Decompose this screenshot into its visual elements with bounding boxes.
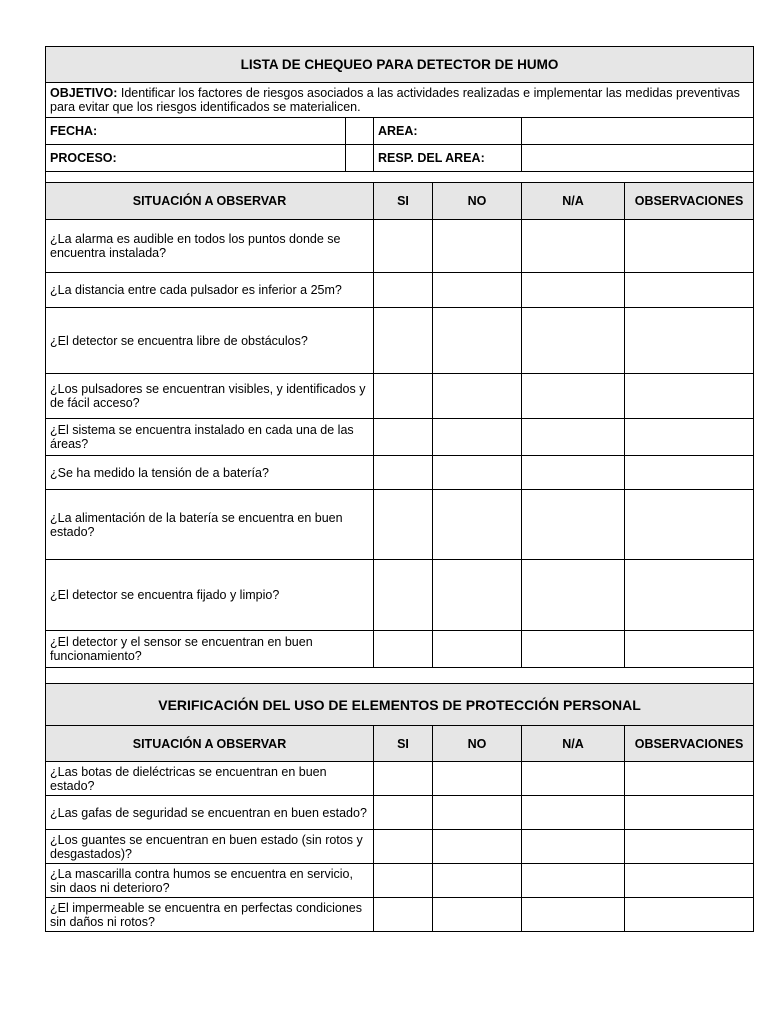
col-no: NO (433, 183, 522, 220)
document-title: LISTA DE CHEQUEO PARA DETECTOR DE HUMO (46, 47, 754, 83)
area-label: AREA: (374, 118, 522, 145)
situation-text: ¿La mascarilla contra humos se encuentra en servicio, sin daos ni deterioro? (46, 864, 374, 898)
na-cell[interactable] (522, 631, 625, 668)
table-row (46, 560, 754, 631)
area-value[interactable] (522, 118, 754, 145)
observaciones-cell[interactable] (625, 898, 754, 932)
situation-text: ¿La alimentación de la batería se encuentra en buen estado? (46, 490, 374, 560)
fecha-value[interactable] (346, 118, 374, 145)
checklist-table (45, 46, 754, 932)
no-cell[interactable] (433, 560, 522, 631)
table-row (46, 220, 754, 273)
si-cell[interactable] (374, 456, 433, 490)
si-cell[interactable] (374, 631, 433, 668)
situation-text: ¿Se ha medido la tensión de a batería? (46, 456, 374, 490)
na-cell[interactable] (522, 898, 625, 932)
proceso-value[interactable] (346, 145, 374, 172)
objective-text (46, 83, 754, 118)
observaciones-cell[interactable] (625, 456, 754, 490)
no-cell[interactable] (433, 898, 522, 932)
na-cell[interactable] (522, 864, 625, 898)
observaciones-cell[interactable] (625, 762, 754, 796)
col-na: N/A (522, 183, 625, 220)
na-cell[interactable] (522, 762, 625, 796)
situation-text: ¿Los pulsadores se encuentran visibles, y identificados y de fácil acceso? (46, 374, 374, 419)
observaciones-cell[interactable] (625, 631, 754, 668)
no-cell[interactable] (433, 796, 522, 830)
col-situacion: SITUACIÓN A OBSERVAR (46, 726, 374, 762)
no-cell[interactable] (433, 273, 522, 308)
situation-text: ¿El detector se encuentra libre de obstáculos? (46, 308, 374, 374)
situation-text: ¿La distancia entre cada pulsador es inferior a 25m? (46, 273, 374, 308)
col-situacion: SITUACIÓN A OBSERVAR (46, 183, 374, 220)
no-cell[interactable] (433, 308, 522, 374)
table-row (46, 864, 754, 898)
observaciones-cell[interactable] (625, 560, 754, 631)
table-row (46, 490, 754, 560)
na-cell[interactable] (522, 490, 625, 560)
table-row (46, 762, 754, 796)
si-cell[interactable] (374, 898, 433, 932)
col-observaciones: OBSERVACIONES (625, 726, 754, 762)
situation-text: ¿Los guantes se encuentran en buen estado (sin rotos y desgastados)? (46, 830, 374, 864)
na-cell[interactable] (522, 456, 625, 490)
no-cell[interactable] (433, 830, 522, 864)
no-cell[interactable] (433, 374, 522, 419)
no-cell[interactable] (433, 762, 522, 796)
situation-text: ¿Las botas de dieléctricas se encuentran en buen estado? (46, 762, 374, 796)
spacer-row (46, 668, 754, 684)
si-cell[interactable] (374, 273, 433, 308)
no-cell[interactable] (433, 419, 522, 456)
na-cell[interactable] (522, 796, 625, 830)
na-cell[interactable] (522, 830, 625, 864)
fecha-label: FECHA: (46, 118, 346, 145)
si-cell[interactable] (374, 560, 433, 631)
no-cell[interactable] (433, 456, 522, 490)
observaciones-cell[interactable] (625, 864, 754, 898)
table-row (46, 898, 754, 932)
situation-text: ¿El detector y el sensor se encuentran en buen funcionamiento? (46, 631, 374, 668)
table-row (46, 419, 754, 456)
si-cell[interactable] (374, 419, 433, 456)
resp-area-label: RESP. DEL AREA: (374, 145, 522, 172)
na-cell[interactable] (522, 273, 625, 308)
observaciones-cell[interactable] (625, 273, 754, 308)
si-cell[interactable] (374, 374, 433, 419)
si-cell[interactable] (374, 220, 433, 273)
si-cell[interactable] (374, 308, 433, 374)
situation-text: ¿El detector se encuentra fijado y limpio? (46, 560, 374, 631)
section2-title: VERIFICACIÓN DEL USO DE ELEMENTOS DE PROTECCIÓN PERSONAL (46, 684, 754, 726)
si-cell[interactable] (374, 490, 433, 560)
resp-area-value[interactable] (522, 145, 754, 172)
na-cell[interactable] (522, 220, 625, 273)
col-no: NO (433, 726, 522, 762)
table-row (46, 308, 754, 374)
col-na: N/A (522, 726, 625, 762)
na-cell[interactable] (522, 419, 625, 456)
no-cell[interactable] (433, 631, 522, 668)
col-observaciones: OBSERVACIONES (625, 183, 754, 220)
si-cell[interactable] (374, 864, 433, 898)
observaciones-cell[interactable] (625, 308, 754, 374)
table-row (46, 830, 754, 864)
observaciones-cell[interactable] (625, 830, 754, 864)
situation-text: ¿El impermeable se encuentra en perfectas condiciones sin daños ni rotos? (46, 898, 374, 932)
observaciones-cell[interactable] (625, 220, 754, 273)
table-row (46, 273, 754, 308)
objective-label: OBJETIVO: (50, 86, 118, 100)
objective-body: Identificar los factores de riesgos asociados a las actividades realizadas e implementar las medidas preventivas para evitar que los riesgos identificados se materialicen. (50, 86, 740, 114)
si-cell[interactable] (374, 762, 433, 796)
si-cell[interactable] (374, 796, 433, 830)
proceso-label: PROCESO: (46, 145, 346, 172)
na-cell[interactable] (522, 308, 625, 374)
table-row (46, 374, 754, 419)
col-si: SI (374, 183, 433, 220)
situation-text: ¿La alarma es audible en todos los puntos donde se encuentra instalada? (46, 220, 374, 273)
observaciones-cell[interactable] (625, 490, 754, 560)
no-cell[interactable] (433, 864, 522, 898)
situation-text: ¿Las gafas de seguridad se encuentran en buen estado? (46, 796, 374, 830)
na-cell[interactable] (522, 374, 625, 419)
table-row (46, 796, 754, 830)
observaciones-cell[interactable] (625, 419, 754, 456)
spacer-row (46, 172, 754, 183)
table-row (46, 456, 754, 490)
no-cell[interactable] (433, 220, 522, 273)
observaciones-cell[interactable] (625, 374, 754, 419)
no-cell[interactable] (433, 490, 522, 560)
na-cell[interactable] (522, 560, 625, 631)
si-cell[interactable] (374, 830, 433, 864)
checklist-sheet (45, 46, 753, 932)
observaciones-cell[interactable] (625, 796, 754, 830)
col-si: SI (374, 726, 433, 762)
situation-text: ¿El sistema se encuentra instalado en cada una de las áreas? (46, 419, 374, 456)
table-row (46, 631, 754, 668)
